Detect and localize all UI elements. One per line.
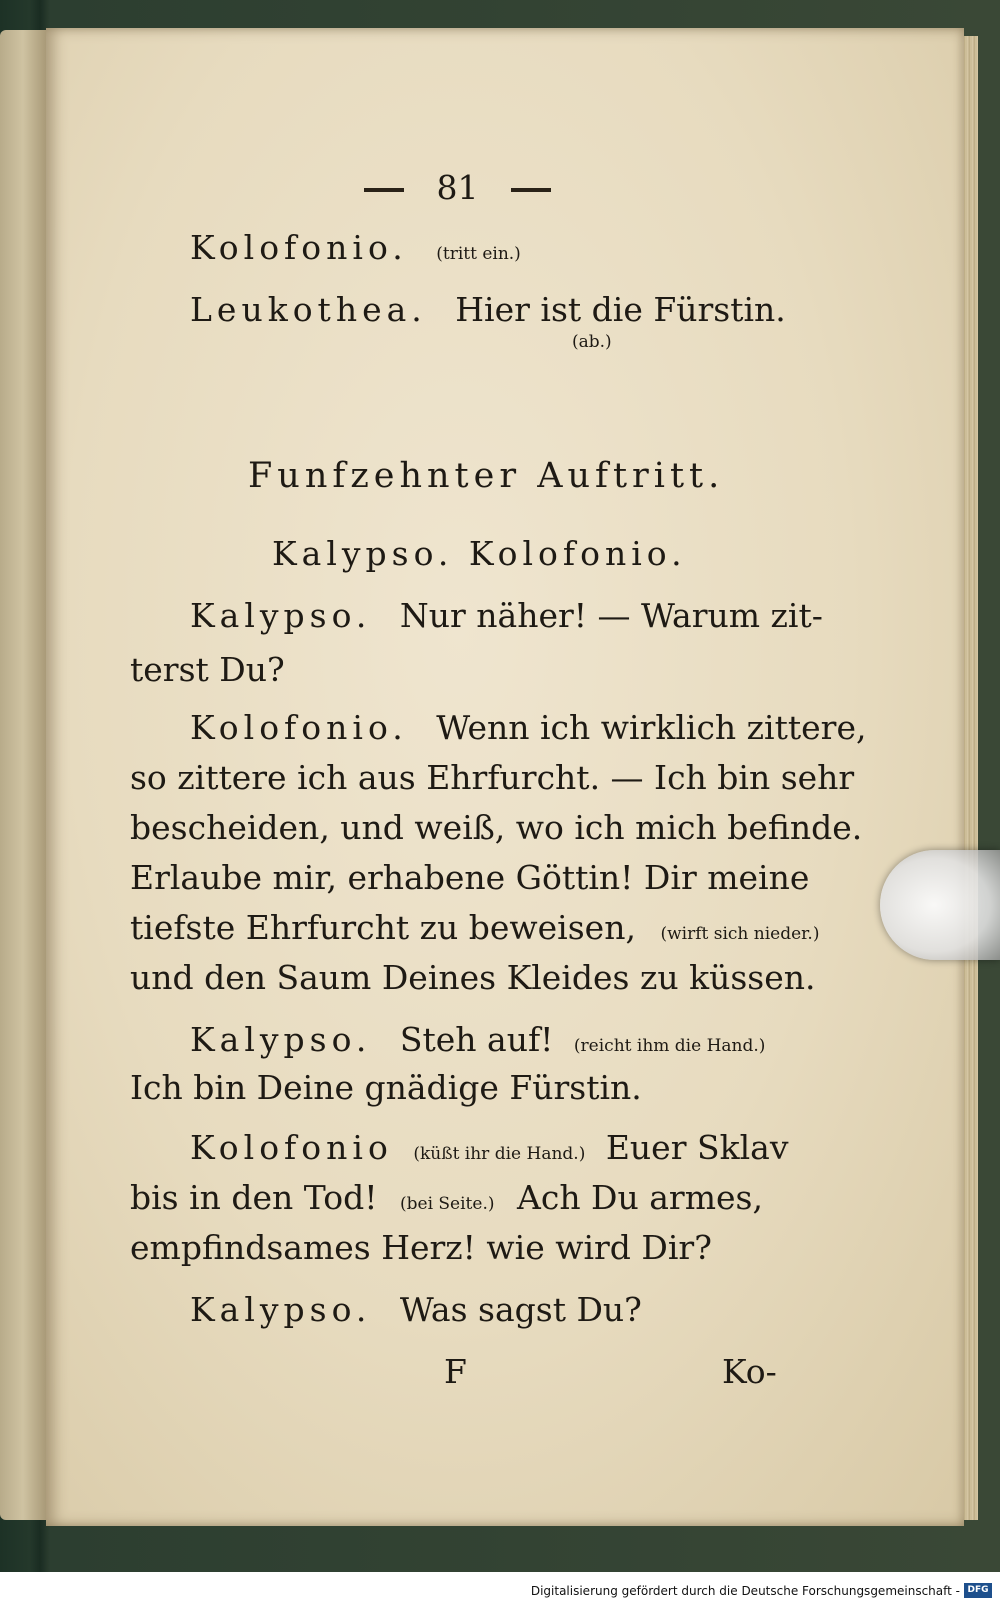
speaker: Kolofonio — [190, 1128, 393, 1167]
dialogue: Nur näher! — Warum zit- — [399, 596, 823, 635]
signature-mark: F — [444, 1352, 467, 1391]
line-p4b — [130, 1178, 763, 1224]
page-clip-tab — [880, 850, 1000, 960]
dialogue: und den Saum Deines Kleides zu küssen. — [130, 958, 816, 997]
dialogue: Was sagst Du? — [399, 1290, 642, 1329]
speaker: Kalypso. — [190, 1020, 372, 1059]
dialogue: Steh auf! — [399, 1020, 554, 1059]
dialogue: Ich bin Deine gnädige Fürstin. — [130, 1068, 642, 1107]
line-p3a — [190, 1020, 765, 1066]
catchword: Ko- — [722, 1352, 777, 1391]
header-dash-right — [511, 188, 551, 192]
stage-direction: (küßt ihr die Hand.) — [413, 1144, 586, 1164]
dialogue: empfindsames Herz! wie wird Dir? — [130, 1228, 712, 1267]
previous-page-edge — [0, 30, 46, 1520]
dfg-logo-icon: DFG — [964, 1583, 992, 1598]
stage-direction: (wirft sich nieder.) — [660, 924, 820, 944]
dialogue: so zittere ich aus Ehrfurcht. — Ich bin sehr — [130, 758, 855, 797]
stage-direction: (ab.) — [572, 332, 612, 352]
stage-direction: (tritt ein.) — [436, 244, 521, 264]
speaker: Kolofonio. — [190, 228, 408, 267]
speaker: Kalypso. — [190, 596, 372, 635]
line-2 — [190, 290, 786, 330]
stage-direction: (bei Seite.) — [400, 1194, 495, 1214]
dialogue: Euer Sklav — [605, 1128, 789, 1167]
page-header — [364, 168, 551, 208]
page-number: 81 — [436, 168, 479, 207]
dialogue: terst Du? — [130, 650, 285, 689]
line-p2a — [190, 708, 866, 748]
dialogue: Erlaube mir, erhabene Göttin! Dir meine — [130, 858, 810, 897]
dialogue: bis in den Tod! — [130, 1178, 378, 1217]
line-1 — [190, 228, 521, 274]
dialogue: Wenn ich wirklich zittere, — [436, 708, 867, 747]
line-p5a — [190, 1290, 642, 1330]
scene-title: Funfzehnter Auftritt. — [248, 456, 725, 496]
digitization-footer — [0, 1572, 1000, 1608]
stage-direction: (reicht ihm die Hand.) — [573, 1036, 766, 1056]
speaker: Kolofonio. — [190, 708, 408, 747]
line-p1a — [190, 596, 823, 636]
dialogue: tiefste Ehrfurcht zu beweisen, — [130, 908, 636, 947]
cast-list: Kalypso. Kolofonio. — [272, 534, 687, 573]
speaker: Kalypso. — [190, 1290, 372, 1329]
footer-credit: Digitalisierung gefördert durch die Deutsche Forschungsgemeinschaft - — [530, 1584, 960, 1598]
dialogue: Ach Du armes, — [517, 1178, 763, 1217]
line-p4a — [190, 1128, 788, 1174]
dialogue: Hier ist die Fürstin. — [455, 290, 786, 329]
speaker: Leukothea. — [190, 290, 427, 329]
line-p2e — [130, 908, 819, 954]
header-dash-left — [364, 188, 404, 192]
dialogue: bescheiden, und weiß, wo ich mich befinde. — [130, 808, 863, 847]
book-page — [46, 28, 964, 1526]
